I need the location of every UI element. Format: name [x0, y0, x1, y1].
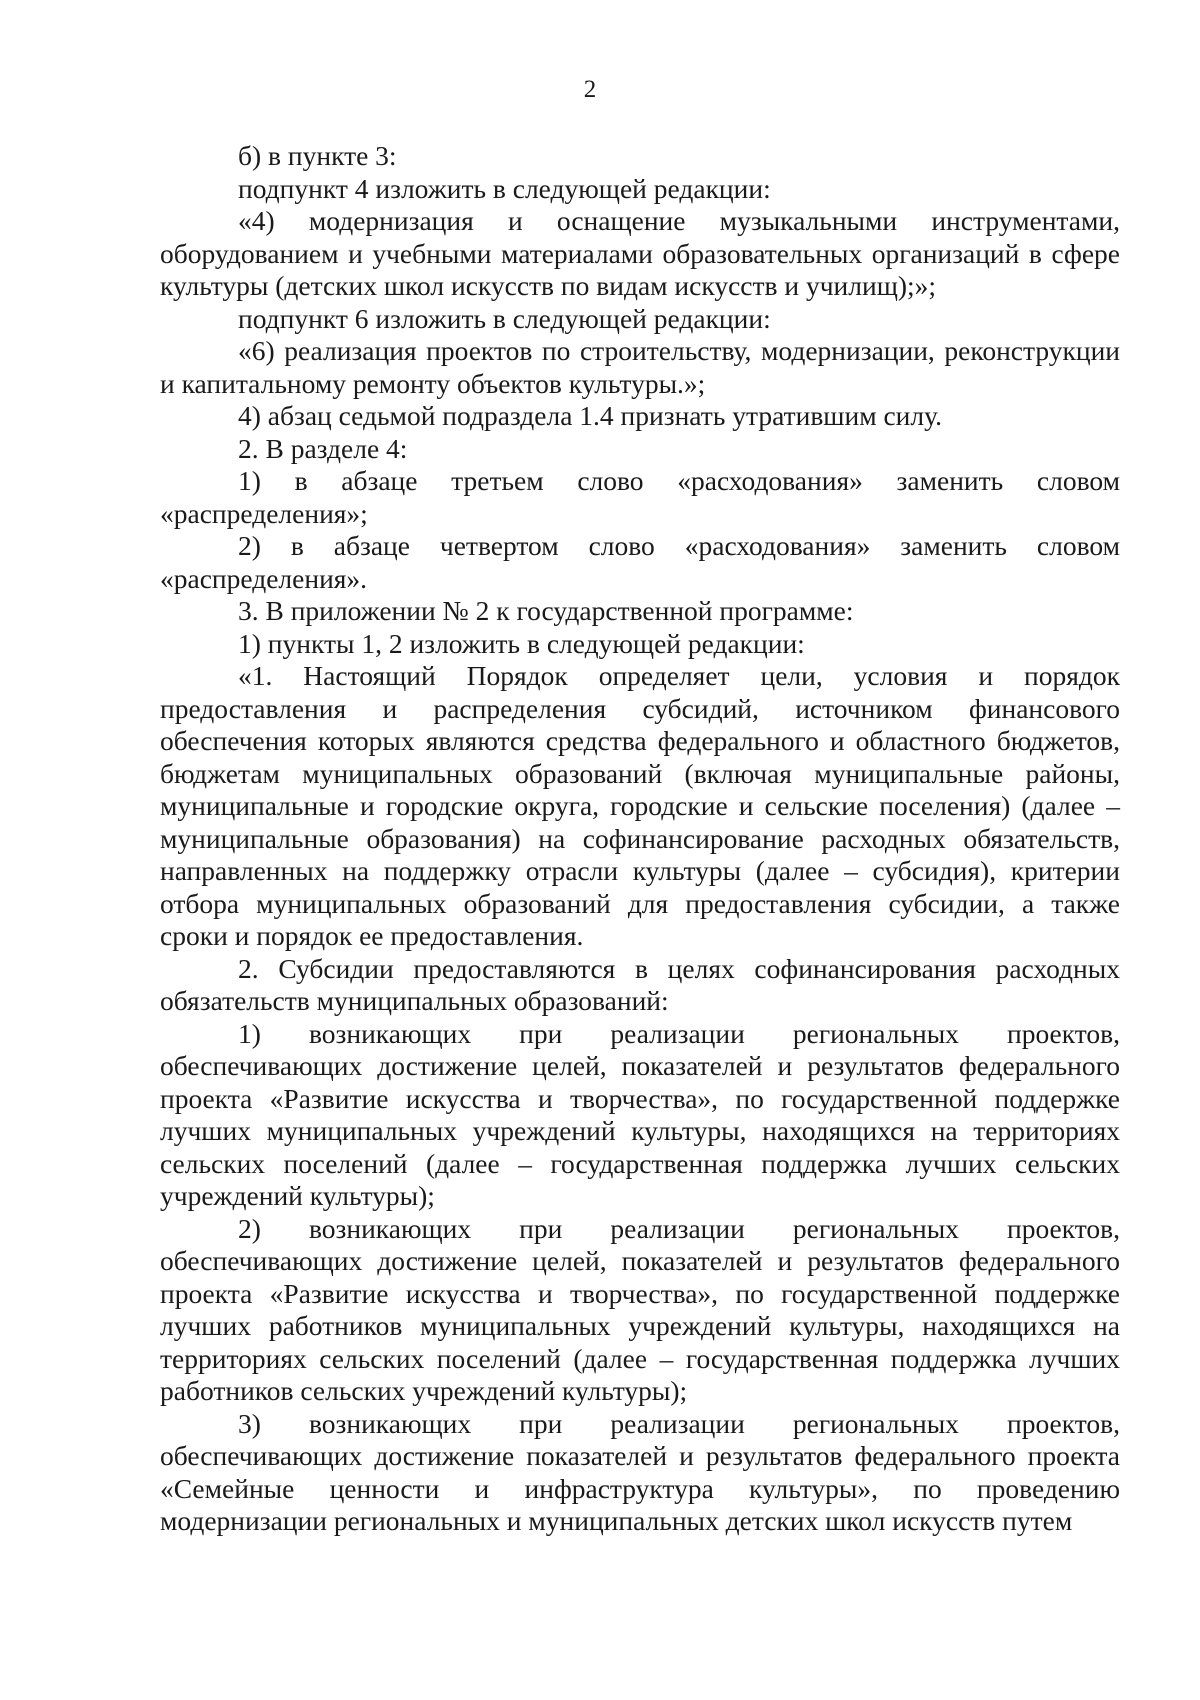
paragraph: 1) в абзаце третьем слово «расходования» заменить словом «распределения»;: [160, 465, 1120, 529]
paragraph: 2) в абзаце четвертом слово «расходования» заменить словом «распределения».: [160, 530, 1120, 594]
paragraph: 2) возникающих при реализации региональных проектов, обеспечивающих достижение целей, показателей и результатов федерального проекта «Развитие искусства и творчества», по государственной поддержке лучших работников муниципальных учреждений культуры, находящихся на территориях сельских поселений (далее – государственная поддержка лучших работников сельских учреждений культуры);: [160, 1212, 1120, 1406]
paragraph: б) в пункте 3:: [238, 140, 397, 171]
paragraph: 1) возникающих при реализации региональных проектов, обеспечивающих достижение целей, показателей и результатов федерального проекта «Развитие искусства и творчества», по государственной поддержке лучших муниципальных учреждений культуры, находящихся на территориях сельских поселений (далее – государственная поддержка лучших сельских учреждений культуры);: [160, 1017, 1120, 1211]
paragraph: «1. Настоящий Порядок определяет цели, условия и порядок предоставления и распределения субсидий, источником финансового обеспечения которых являются средства федерального и областного бюджетов, бюджетам муниципальных образований (включая муниципальные районы, муниципальные и городские округа, городские и сельские поселения) (далее – муниципальные образования) на софинансирование расходных обязательств, направленных на поддержку отрасли культуры (далее – субсидия), критерии отбора муниципальных образований для предоставления субсидии, а также сроки и порядок ее предоставления.: [160, 660, 1120, 951]
paragraph: 4) абзац седьмой подраздела 1.4 признать утратившим силу.: [238, 400, 942, 431]
paragraph: подпункт 6 изложить в следующей редакции:: [238, 302, 771, 334]
paragraph: 1) пункты 1, 2 изложить в следующей редакции:: [238, 627, 805, 659]
paragraph: «6) реализация проектов по строительству, модернизации, реконструкции и капитальному ремонту объектов культуры.»;: [160, 335, 1120, 399]
document-body: [160, 140, 1120, 1538]
paragraph: 2. В разделе 4:: [238, 432, 408, 464]
paragraph: 3. В приложении № 2 к государственной программе:: [238, 595, 854, 626]
paragraph: 2. Субсидии предоставляются в целях софинансирования расходных обязательств муниципальных образований:: [160, 952, 1120, 1016]
paragraph: «4) модернизация и оснащение музыкальными инструментами, оборудованием и учебными материалами образовательных организаций в сфере культуры (детских школ искусств по видам искусств и училищ);»;: [160, 205, 1120, 301]
page-number: 2: [583, 76, 597, 103]
paragraph: 3) возникающих при реализации региональных проектов, обеспечивающих достижение показателей и результатов федерального проекта «Семейные ценности и инфраструктура культуры», по проведению модернизации региональных и муниципальных детских школ искусств путем: [160, 1407, 1120, 1536]
paragraph: подпункт 4 изложить в следующей редакции:: [238, 172, 771, 204]
